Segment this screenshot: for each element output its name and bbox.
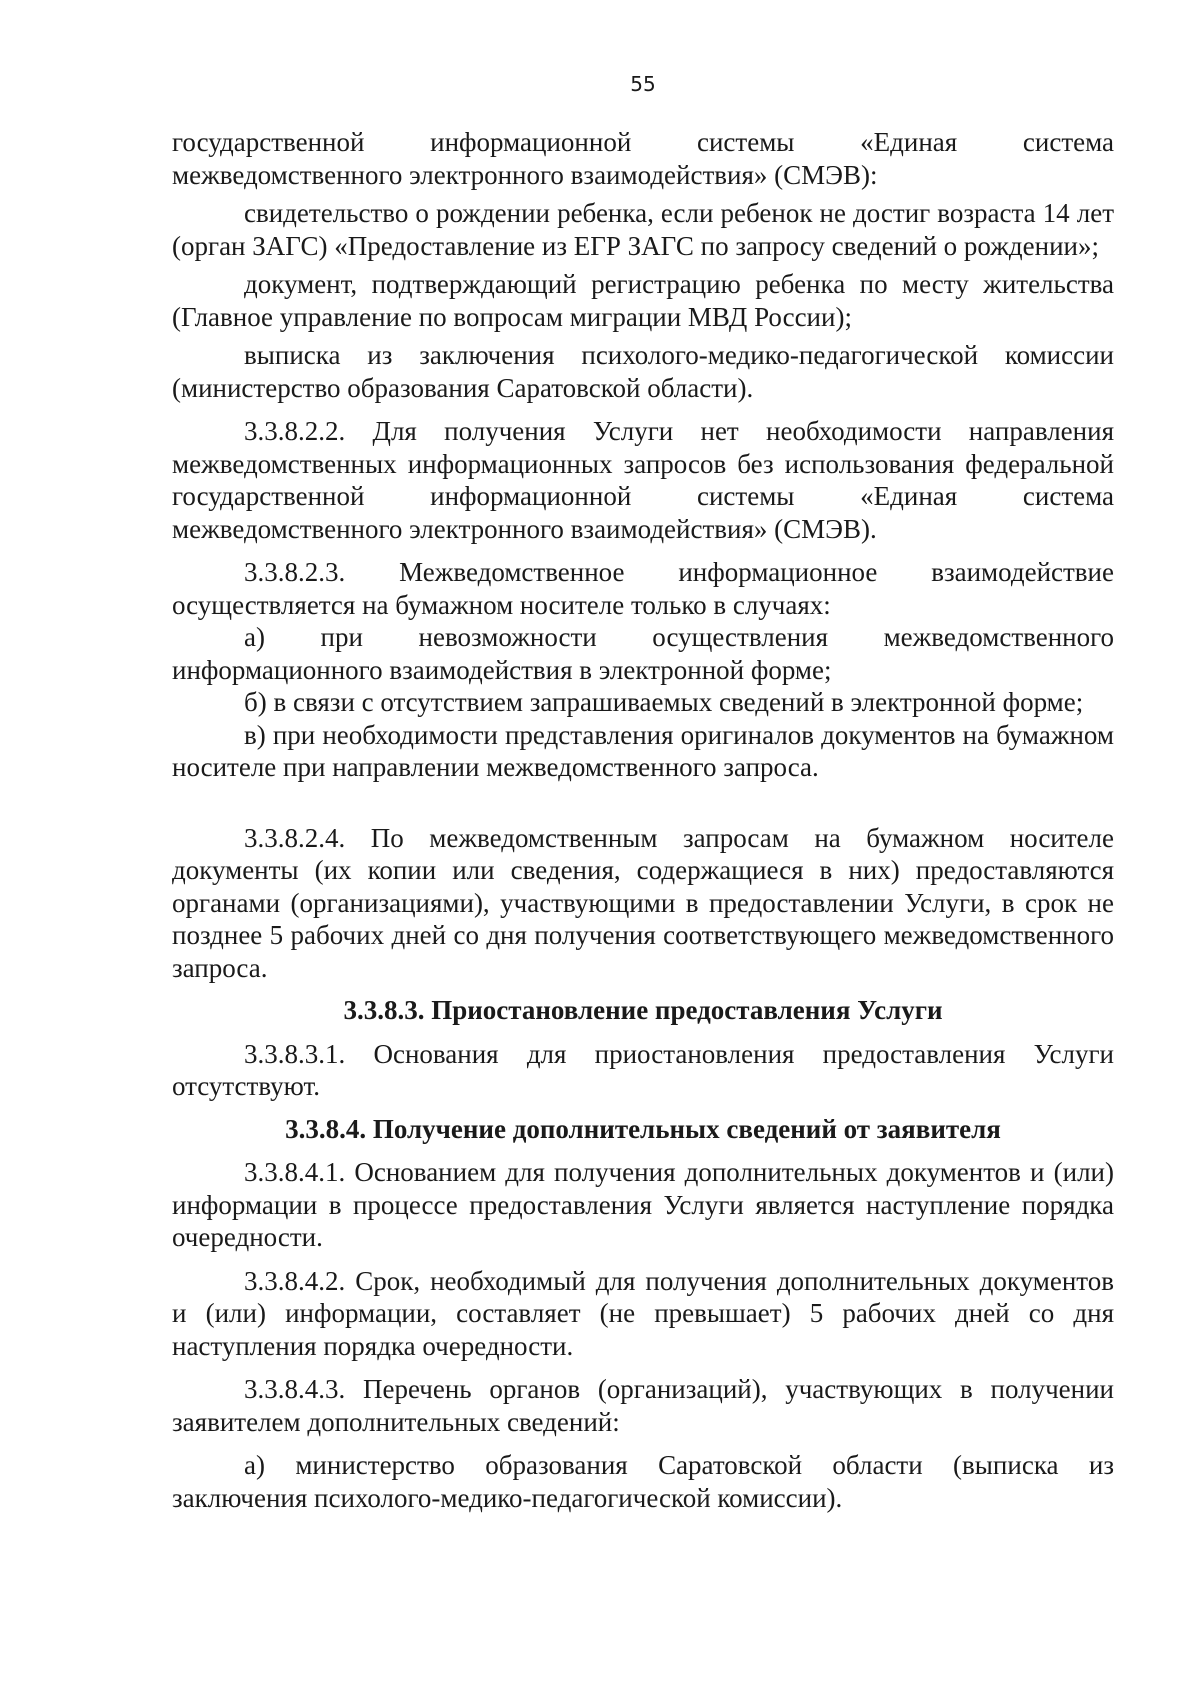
paragraph: документ, подтверждающий регистрацию ребенка по месту жительства (Главное управление по вопросам миграции МВД России); <box>172 269 1114 332</box>
paragraph: 3.3.8.4.3. Перечень органов (организаций), участвующих в получении заявителем дополнительных сведений: <box>172 1374 1114 1437</box>
document-body <box>172 126 1114 1514</box>
paragraph: 3.3.8.4.1. Основанием для получения дополнительных документов и (или) информации в процессе предоставления Услуги является наступление порядка очередности. <box>172 1157 1114 1252</box>
list-item: а) при невозможности осуществления межведомственного информационного взаимодействия в электронной форме; <box>172 622 1114 685</box>
section-heading: 3.3.8.4. Получение дополнительных сведений от заявителя <box>285 1113 1001 1144</box>
list-item: б) в связи с отсутствием запрашиваемых сведений в электронной форме; <box>244 687 1084 717</box>
paragraph: 3.3.8.2.4. По межведомственным запросам на бумажном носителе документы (их копии или сведения, содержащиеся в них) предоставляются органами (организациями), участвующими в предоставлении Услуги, в срок не позднее 5 рабочих дней со дня получения соответствующего межведомственного запроса. <box>172 822 1114 983</box>
paragraph: свидетельство о рождении ребенка, если ребенок не достиг возраста 14 лет (орган ЗАГС) «Предоставление из ЕГР ЗАГС по запросу сведений о рождении»; <box>172 198 1114 261</box>
list-item: а) министерство образования Саратовской области (выписка из заключения психолого-медико-педагогической комиссии). <box>172 1450 1114 1513</box>
list-item: в) при необходимости представления оригиналов документов на бумажном носителе при направлении межведомственного запроса. <box>172 719 1114 782</box>
paragraph: 3.3.8.2.3. Межведомственное информационное взаимодействие осуществляется на бумажном носителе только в случаях: <box>172 557 1114 620</box>
paragraph: 3.3.8.4.2. Срок, необходимый для получения дополнительных документов и (или) информации, составляет (не превышает) 5 рабочих дней со дня наступления порядка очередности. <box>172 1265 1114 1361</box>
paragraph: выписка из заключения психолого-медико-педагогической комиссии (министерство образования Саратовской области). <box>172 340 1114 403</box>
page-number: 55 <box>630 72 656 96</box>
paragraph: государственной информационной системы «Единая система межведомственного электронного взаимодействия» (СМЭВ): <box>172 127 1114 190</box>
section-heading: 3.3.8.3. Приостановление предоставления Услуги <box>343 995 943 1025</box>
paragraph: 3.3.8.2.2. Для получения Услуги нет необходимости направления межведомственных информационных запросов без использования федеральной государственной информационной системы «Единая система межведомственного электронного взаимодействия» (СМЭВ). <box>172 416 1114 544</box>
paragraph: 3.3.8.3.1. Основания для приостановления предоставления Услуги отсутствуют. <box>172 1038 1114 1101</box>
